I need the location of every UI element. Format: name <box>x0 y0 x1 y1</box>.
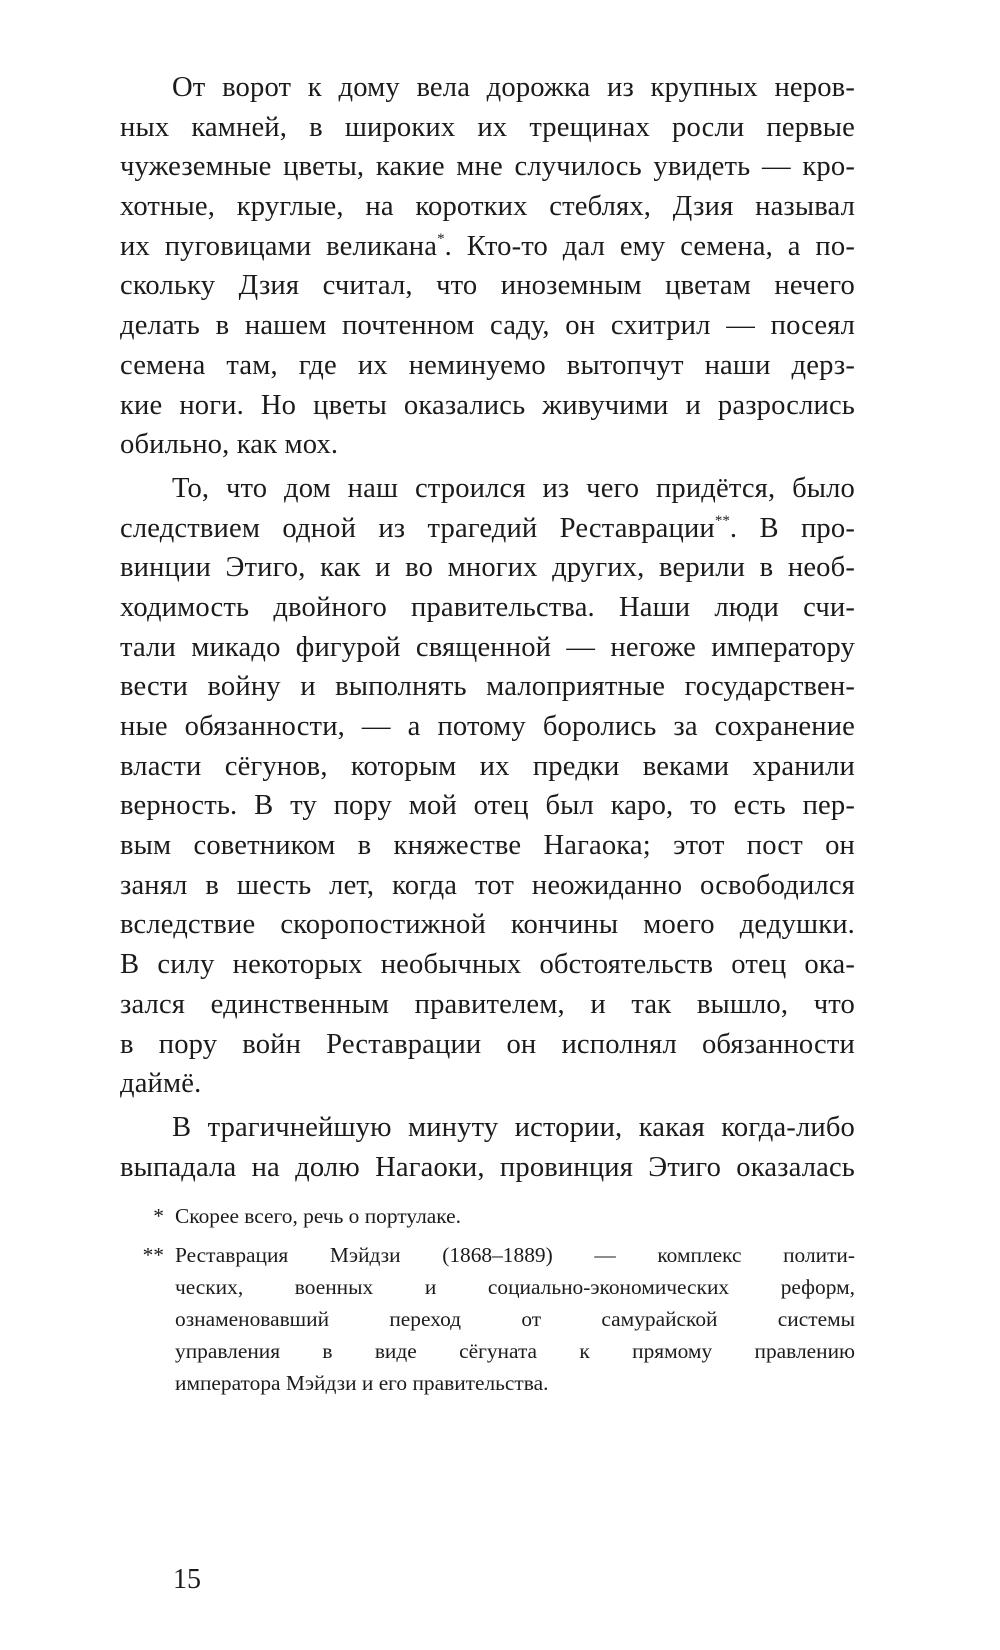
footnote-reference-1: * <box>437 230 445 247</box>
text-line: выпадала на долю Нагаоки, провинция Этиго оказалась <box>120 1151 855 1183</box>
footnote-line: управления в виде сёгуната к прямому правлению <box>175 1339 855 1363</box>
text-line: кие ноги. Но цветы оказались живучими и разрослись <box>120 389 855 421</box>
text-line: семена там, где их неминуемо вытопчут наши дерз- <box>120 349 855 381</box>
text-line: винции Этиго, как и во многих других, верили в необ- <box>120 552 855 584</box>
text-line: власти сёгунов, которым их предки веками хранили <box>120 750 855 782</box>
footnote-line: Скорее всего, речь о портулаке. <box>175 1204 461 1228</box>
footnote-marker: ** <box>142 1243 164 1267</box>
footnote-reference-2: ** <box>714 512 730 529</box>
paragraph-1 <box>120 68 855 465</box>
footnote-line: ческих, военных и социально-экономических реформ, <box>175 1275 855 1299</box>
footnote-line: императора Мэйдзи и его правительства. <box>175 1371 549 1395</box>
text-line: ные обязанности, — а потому боролись за сохранение <box>120 711 855 742</box>
page-number: 15 <box>173 1564 201 1595</box>
paragraph-3 <box>120 1108 855 1187</box>
paragraph-2 <box>120 469 855 1104</box>
text-line: даймё. <box>120 1068 202 1100</box>
text-segment: их пуговицами великана <box>120 230 438 262</box>
text-line <box>120 509 855 549</box>
text-line: скольку Дзия считал, что иноземным цветам нечего <box>120 270 855 302</box>
text-line: хотные, круглые, на коротких стеблях, Дзия называл <box>120 191 855 223</box>
text-line: вследствие скоропостижной кончины моего дедушки. <box>120 909 855 941</box>
main-text <box>120 68 855 1191</box>
footnote-line: Реставрация Мэйдзи (1868–1889) — комплекс полити- <box>175 1243 855 1267</box>
text-line: вести войну и выполнять малоприятные государствен- <box>120 671 855 703</box>
footnote-1 <box>120 1200 855 1232</box>
text-line: ных камней, в широких их трещинах росли первые <box>120 111 855 143</box>
footnote-marker: * <box>153 1204 164 1228</box>
text-line: ходимость двойного правительства. Наши люди счи- <box>120 591 855 623</box>
text-line: вым советником в княжестве Нагаока; этот пост он <box>120 830 855 862</box>
text-line: То, что дом наш строился из чего придётся, было <box>172 472 855 504</box>
text-line: В силу некоторых необычных обстоятельств отец ока- <box>120 949 855 981</box>
footnote-line: ознаменовавший переход от самурайской системы <box>175 1307 855 1331</box>
footnotes <box>120 1200 855 1406</box>
text-line: в пору войн Реставрации он исполнял обязанности <box>120 1028 855 1060</box>
footnote-2 <box>120 1239 855 1399</box>
text-segment: следствием одной из трагедий Реставрации <box>120 512 715 544</box>
text-line <box>120 227 855 267</box>
text-line: зался единственным правителем, и так вышло, что <box>120 988 855 1020</box>
text-line: чужеземные цветы, какие мне случилось увидеть — кро- <box>120 151 855 183</box>
text-segment: . В про- <box>729 512 855 544</box>
text-line: занял в шесть лет, когда тот неожиданно освободился <box>120 869 855 901</box>
text-line: тали микадо фигурой священной — негоже императору <box>120 631 855 663</box>
text-line: От ворот к дому вела дорожка из крупных неров- <box>172 72 855 103</box>
text-line: обильно, как мох. <box>120 429 339 461</box>
text-segment: . Кто-то дал ему семена, а по- <box>444 230 855 262</box>
text-line: В трагичнейшую минуту истории, какая когда-либо <box>172 1111 855 1143</box>
text-line: делать в нашем почтенном саду, он схитрил — посеял <box>120 310 855 342</box>
text-line: верность. В ту пору мой отец был каро, то есть пер- <box>120 790 855 822</box>
